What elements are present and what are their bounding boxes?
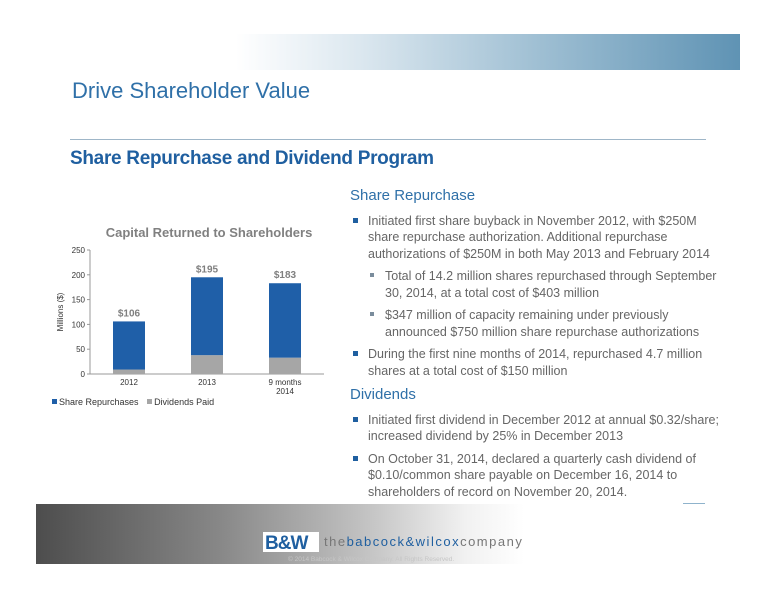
bar-dividends-paid xyxy=(113,370,145,374)
copyright-notice: © 2014 Babcock & Wilcox Company. All Rights Reserved. xyxy=(288,556,455,563)
sub-bullet-capacity-remaining: $347 million of capacity remaining under previously announced $750 million share repurchase authorizations xyxy=(350,307,722,340)
bw-logo-icon xyxy=(263,532,319,552)
x-tick-label: 2012 xyxy=(120,378,138,387)
wordmark-company: company xyxy=(460,534,524,549)
x-tick-label: 2014 xyxy=(276,387,294,396)
bullet-buyback-initiated: Initiated first share buyback in November 2012, with $250M share repurchase authorization. Additional repurchase authorizations of $250M in both May 2013 and February 2014 xyxy=(350,213,722,263)
title-divider xyxy=(70,139,706,140)
company-wordmark xyxy=(324,534,523,549)
bar-total-label: $106 xyxy=(117,308,141,320)
dividends-heading: Dividends xyxy=(350,386,416,403)
program-details xyxy=(350,188,722,506)
page-title: Drive Shareholder Value xyxy=(72,78,311,103)
y-tick-label: 200 xyxy=(71,270,85,280)
legend-dividends-paid xyxy=(147,397,214,407)
sub-bullet-shares-repurchased: Total of 14.2 million shares repurchased through September 30, 2014, at a total cost of $403 million xyxy=(350,268,722,301)
legend-swatch-share-repurchases xyxy=(52,399,57,404)
bar-dividends-paid xyxy=(191,355,223,374)
bar-share-repurchases xyxy=(269,283,301,357)
legend-label: Share Repurchases xyxy=(59,396,139,407)
legend-share-repurchases xyxy=(52,397,139,407)
legend-swatch-dividends-paid xyxy=(147,399,152,404)
bullet-nine-month-repurchase: During the first nine months of 2014, repurchased 4.7 million shares at a total cost of $150 million xyxy=(350,346,722,379)
bar-share-repurchases xyxy=(191,277,223,355)
y-tick-label: 0 xyxy=(80,370,85,379)
chart-legend xyxy=(52,396,220,407)
x-tick-label: 9 months xyxy=(268,378,302,387)
y-tick-label: 100 xyxy=(71,320,85,330)
share-repurchase-heading: Share Repurchase xyxy=(350,187,476,204)
capital-returned-chart xyxy=(54,220,334,420)
bullet-first-dividend: Initiated first dividend in December 2012 at annual $0.32/share; increased dividend by 25% in December 2013 xyxy=(350,412,722,445)
bar-share-repurchases xyxy=(113,321,145,369)
wordmark-the: the xyxy=(324,534,347,549)
y-tick-label: 150 xyxy=(71,295,85,305)
y-tick-label: 250 xyxy=(71,246,85,255)
chart-svg xyxy=(54,220,334,420)
bullet-quarterly-dividend: On October 31, 2014, declared a quarterly cash dividend of $0.10/common share payable on December 16, 2014 to shareholders of record on November 20, 2014. xyxy=(350,451,722,501)
y-tick-label: 50 xyxy=(76,345,85,355)
bar-total-label: $183 xyxy=(273,270,297,282)
section-title: Share Repurchase and Dividend Program xyxy=(70,148,434,169)
svg-text:B&W: B&W xyxy=(265,533,308,552)
bar-dividends-paid xyxy=(269,358,301,374)
wordmark-name: babcock&wilcox xyxy=(346,534,461,549)
x-tick-label: 2013 xyxy=(198,378,216,387)
legend-label: Dividends Paid xyxy=(154,396,215,407)
header-gradient-band xyxy=(236,34,740,70)
y-axis-label: Millions ($) xyxy=(56,292,65,332)
chart-title: Capital Returned to Shareholders xyxy=(105,225,313,240)
bar-total-label: $195 xyxy=(195,264,219,276)
